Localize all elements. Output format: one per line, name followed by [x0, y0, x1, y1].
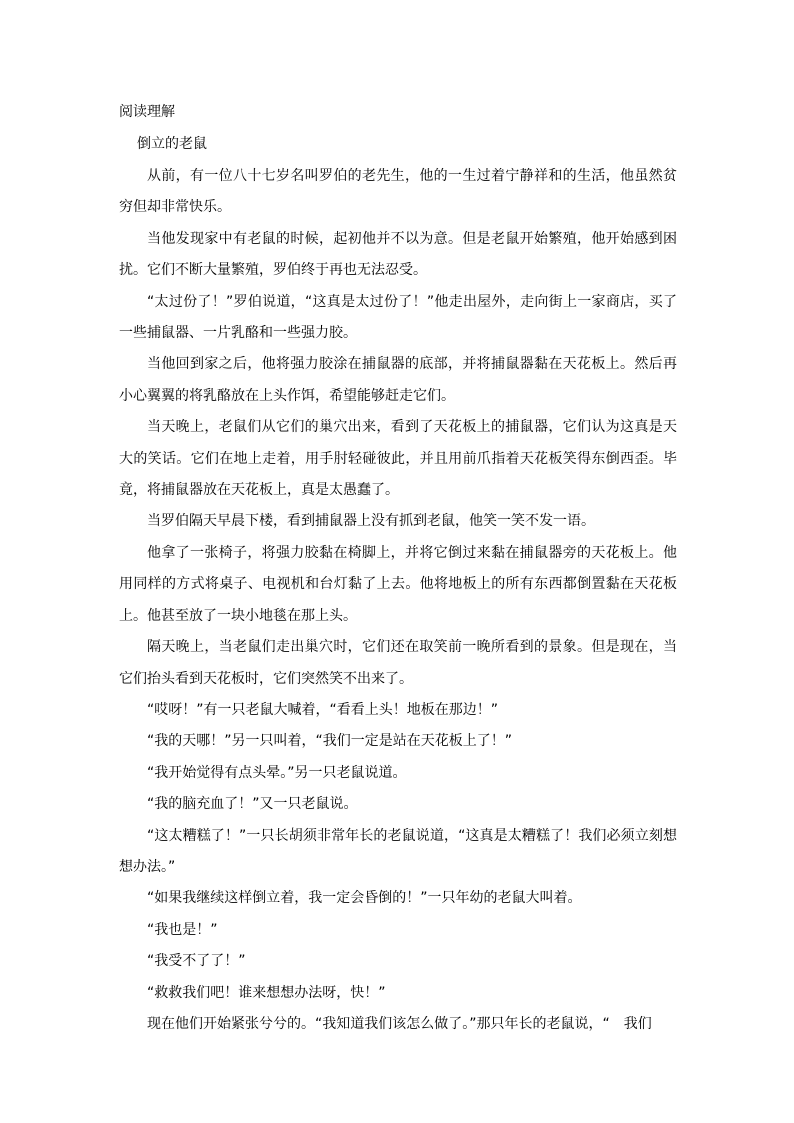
- story-body: [119, 161, 677, 1040]
- dialogue-line: “救救我们吧！谁来想想办法呀，快！”: [147, 984, 386, 1001]
- story-title: 倒立的老鼠: [137, 136, 207, 152]
- paragraph: 当天晚上，老鼠们从它们的巢穴出来，看到了天花板上的捕鼠器，它们认为这真是天大的笑话。它们在地上走着，用手肘轻碰彼此，并且用前爪指着天花板笑得东倒西歪。毕竟，将捕鼠器放在天花板上，真是太愚蠢了。: [119, 419, 677, 499]
- dialogue-line: “我受不了了！”: [147, 953, 246, 970]
- dialogue-line: “我开始觉得有点头晕。”另一只老鼠说道。: [147, 764, 407, 781]
- dialogue-line: “这太糟糕了！”一只长胡须非常年长的老鼠说道，“这真是太糟糕了！我们必须立刻想想办法。”: [119, 827, 677, 875]
- paragraph: 当罗伯隔天早晨下楼，看到捕鼠器上没有抓到老鼠，他笑一笑不发一语。: [147, 513, 595, 530]
- dialogue-line: “我也是！”: [147, 921, 218, 938]
- paragraph: 从前，有一位八十七岁名叫罗伯的老先生，他的一生过着宁静祥和的生活，他虽然贫穷但却非常快乐。: [119, 168, 677, 216]
- dialogue-line: “我的天哪！”另一只叫着，“我们一定是站在天花板上了！”: [147, 733, 513, 750]
- paragraph: “太过份了！”罗伯说道，“这真是太过份了！”他走出屋外，走向街上一家商店，买了一些捕鼠器、一片乳酪和一些强力胶。: [119, 293, 677, 342]
- paragraph: 现在他们开始紧张兮兮的。“我知道我们该怎么做了。”那只年长的老鼠说，“ 我们: [147, 1015, 652, 1032]
- paragraph: 当他回到家之后，他将强力胶涂在捕鼠器的底部，并将捕鼠器黏在天花板上。然后再小心翼翼的将乳酪放在上头作饵，希望能够赶走它们。: [119, 356, 677, 404]
- dialogue-line: “我的脑充血了！”又一只老鼠说。: [147, 796, 358, 813]
- paragraph: 隔天晚上，当老鼠们走出巢穴时，它们还在取笑前一晚所看到的景象。但是现在，当它们抬头看到天花板时，它们突然笑不出来了。: [119, 639, 677, 687]
- paragraph: 他拿了一张椅子，将强力胶黏在椅脚上，并将它倒过来黏在捕鼠器旁的天花板上。他用同样的方式将桌子、电视机和台灯黏了上去。他将地板上的所有东西都倒置黏在天花板上。他甚至放了一块小地毯在那上头。: [119, 544, 677, 624]
- dialogue-line: “哎呀！”有一只老鼠大喊着，“看看上头！地板在那边！”: [147, 701, 499, 718]
- dialogue-line: “如果我继续这样倒立着，我一定会昏倒的！”一只年幼的老鼠大叫着。: [147, 890, 582, 907]
- paragraph: 当他发现家中有老鼠的时候，起初他并不以为意。但是老鼠开始繁殖，他开始感到困扰。它们不断大量繁殖，罗伯终于再也无法忍受。: [119, 230, 677, 279]
- section-heading: 阅读理解: [119, 104, 175, 120]
